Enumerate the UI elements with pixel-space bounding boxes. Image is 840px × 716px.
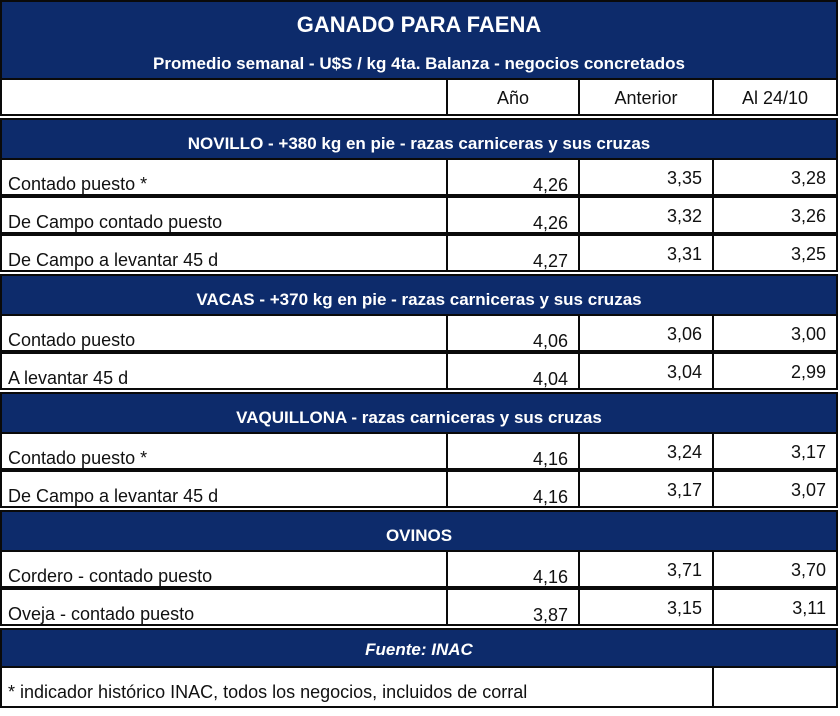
value-year: 4,26 [446, 158, 580, 196]
table-row [0, 352, 838, 390]
value-previous: 3,06 [578, 314, 714, 352]
footnote-blank-cell [712, 666, 838, 708]
value-current: 3,26 [712, 196, 838, 234]
footnote: * indicador histórico INAC, todos los negocios, incluidos de corral [0, 666, 714, 708]
row-label: De Campo a levantar 45 d [0, 234, 448, 272]
value-previous: 3,71 [578, 550, 714, 588]
source-note: Fuente: INAC [0, 628, 838, 668]
table-row [0, 432, 838, 470]
table-row [0, 550, 838, 588]
row-label: Contado puesto * [0, 158, 448, 196]
section-heading-vaquillona: VAQUILLONA - razas carniceras y sus cruzas [0, 392, 838, 434]
value-previous: 3,17 [578, 470, 714, 508]
column-header-year: Año [446, 78, 580, 116]
section-heading-novillo: NOVILLO - +380 kg en pie - razas carniceras y sus cruzas [0, 118, 838, 160]
value-current: 2,99 [712, 352, 838, 390]
value-year: 3,87 [446, 588, 580, 626]
row-label: Oveja - contado puesto [0, 588, 448, 626]
value-previous: 3,04 [578, 352, 714, 390]
table-title-band [0, 0, 838, 80]
section-heading-vacas: VACAS - +370 kg en pie - razas carniceras y sus cruzas [0, 274, 838, 316]
table-subtitle: Promedio semanal - U$S / kg 4ta. Balanza - negocios concretados [153, 54, 685, 73]
table-row [0, 196, 838, 234]
table-row [0, 588, 838, 626]
value-previous: 3,32 [578, 196, 714, 234]
value-year: 4,04 [446, 352, 580, 390]
value-previous: 3,35 [578, 158, 714, 196]
value-year: 4,16 [446, 432, 580, 470]
table-row [0, 234, 838, 272]
row-label: De Campo a levantar 45 d [0, 470, 448, 508]
value-previous: 3,15 [578, 588, 714, 626]
value-current: 3,70 [712, 550, 838, 588]
row-label: Contado puesto [0, 314, 448, 352]
value-current: 3,07 [712, 470, 838, 508]
value-year: 4,16 [446, 550, 580, 588]
row-label: De Campo contado puesto [0, 196, 448, 234]
column-header-previous: Anterior [578, 78, 714, 116]
value-year: 4,16 [446, 470, 580, 508]
column-header-row [0, 78, 838, 116]
table-row [0, 158, 838, 196]
column-header-blank [0, 78, 448, 116]
value-current: 3,00 [712, 314, 838, 352]
table-row [0, 314, 838, 352]
value-current: 3,11 [712, 588, 838, 626]
value-current: 3,25 [712, 234, 838, 272]
value-year: 4,26 [446, 196, 580, 234]
row-label: Contado puesto * [0, 432, 448, 470]
value-current: 3,17 [712, 432, 838, 470]
value-year: 4,06 [446, 314, 580, 352]
value-previous: 3,31 [578, 234, 714, 272]
row-label: Cordero - contado puesto [0, 550, 448, 588]
page-title: GANADO PARA FAENA [296, 12, 542, 37]
row-label: A levantar 45 d [0, 352, 448, 390]
table-row [0, 470, 838, 508]
column-header-current: Al 24/10 [712, 78, 838, 116]
footnote-row [0, 666, 838, 708]
value-year: 4,27 [446, 234, 580, 272]
section-heading-ovinos: OVINOS [0, 510, 838, 552]
value-current: 3,28 [712, 158, 838, 196]
value-previous: 3,24 [578, 432, 714, 470]
